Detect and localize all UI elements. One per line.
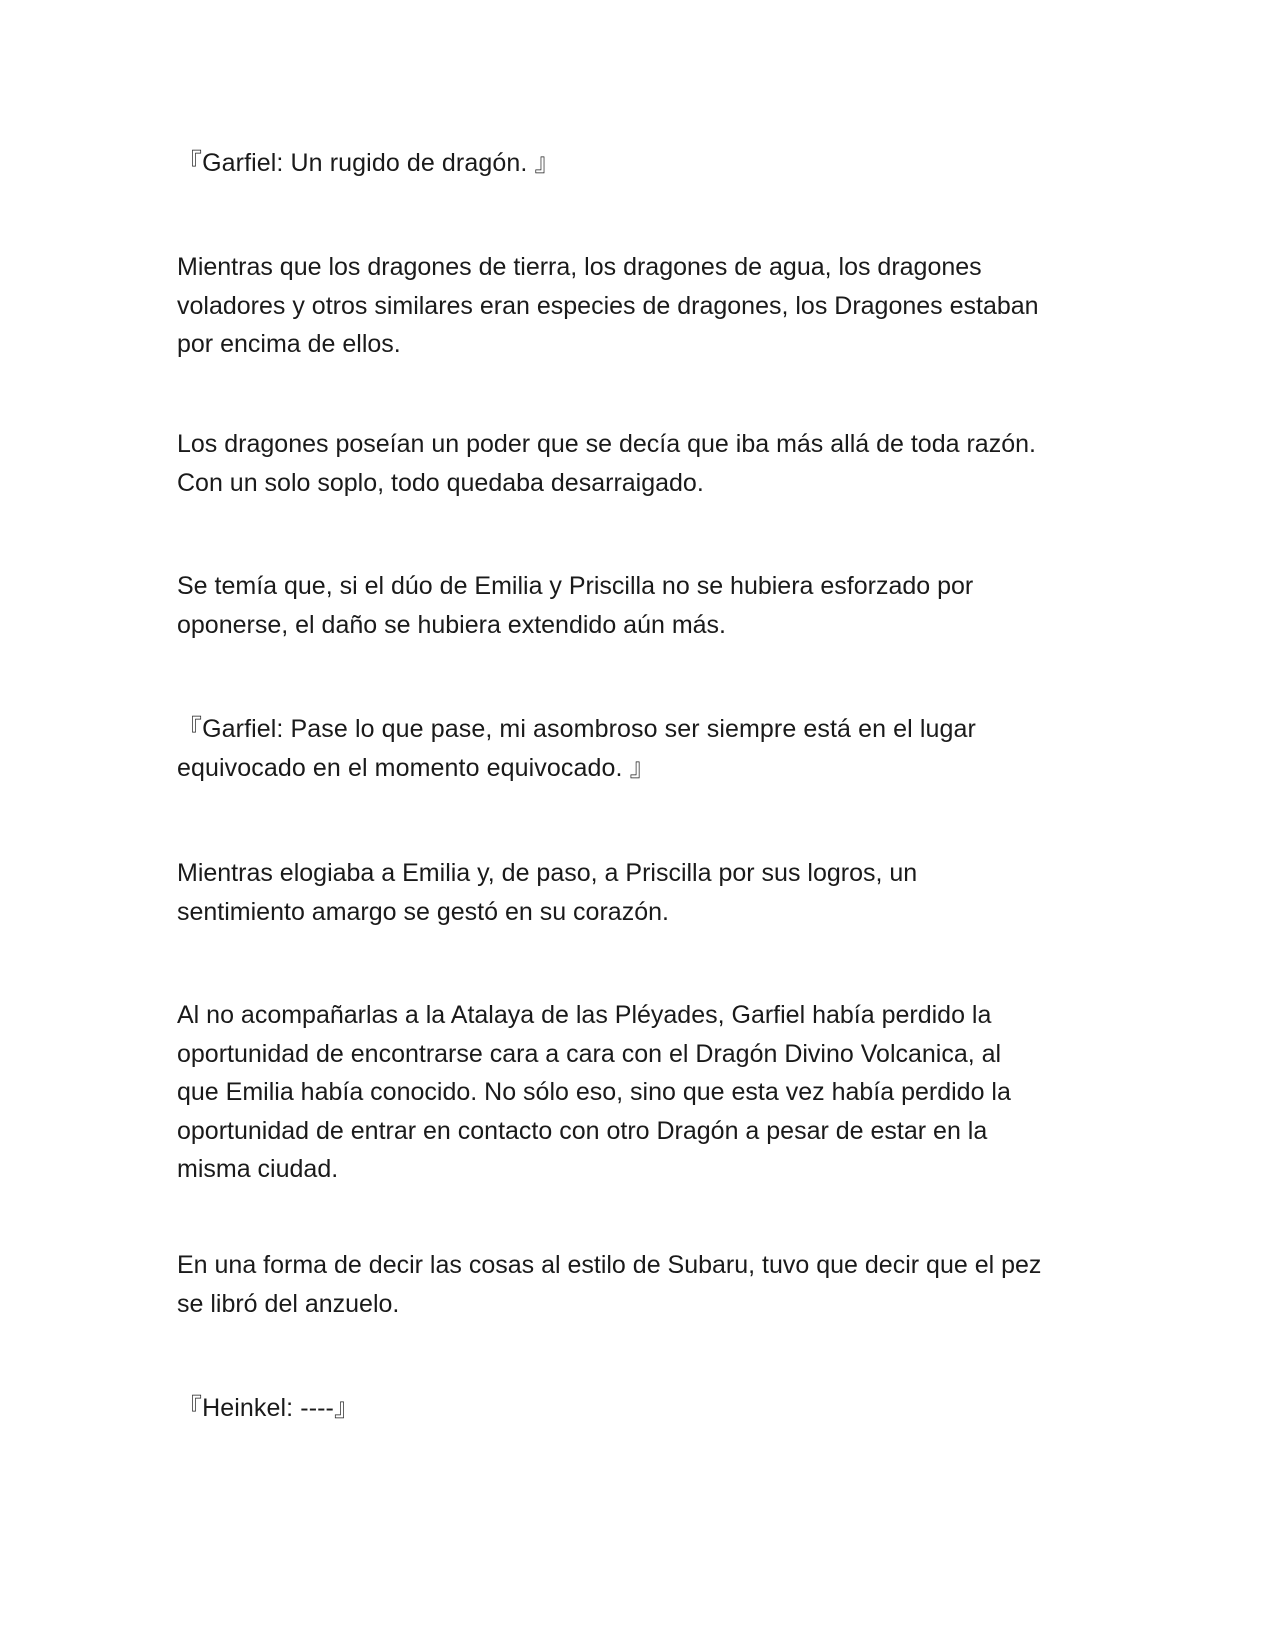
dialogue-heinkel: 『Heinkel: ----』 (177, 1394, 360, 1422)
dialogue-garfiel-dragon-roar: 『Garfiel: Un rugido de dragón. 』 (177, 149, 560, 177)
paragraph-emilia-priscilla: Se temía que, si el dúo de Emilia y Priscilla no se hubiera esforzado por oponerse, el daño se hubiera extendido aún más. (177, 572, 974, 639)
paragraph-dragon-power: Los dragones poseían un poder que se decía que iba más allá de toda razón. Con un solo soplo, todo quedaba desarraigado. (177, 430, 1036, 497)
dialogue-garfiel-wrong-place: 『Garfiel: Pase lo que pase, mi asombroso ser siempre está en el lugar equivocado en el momento equivocado. 』 (177, 715, 976, 782)
paragraph-dragon-species: Mientras que los dragones de tierra, los dragones de agua, los dragones voladores y otros similares eran especies de dragones, los Dragones estaban por encima de ellos. (177, 253, 1039, 358)
paragraph-pleiades-watchtower: Al no acompañarlas a la Atalaya de las Pléyades, Garfiel había perdido la oportunidad de encontrarse cara a cara con el Dragón Divino Volcanica, al que Emilia había conocido. No sólo eso, sino que esta vez había perdido la oportunidad de entrar en contacto con otro Dragón a pesar de estar en la misma ciudad. (177, 1001, 1011, 1183)
paragraph-bitter-feeling: Mientras elogiaba a Emilia y, de paso, a Priscilla por sus logros, un sentimiento amargo se gestó en su corazón. (177, 859, 918, 926)
paragraph-subaru-style: En una forma de decir las cosas al estilo de Subaru, tuvo que decir que el pez se libró del anzuelo. (177, 1251, 1042, 1318)
